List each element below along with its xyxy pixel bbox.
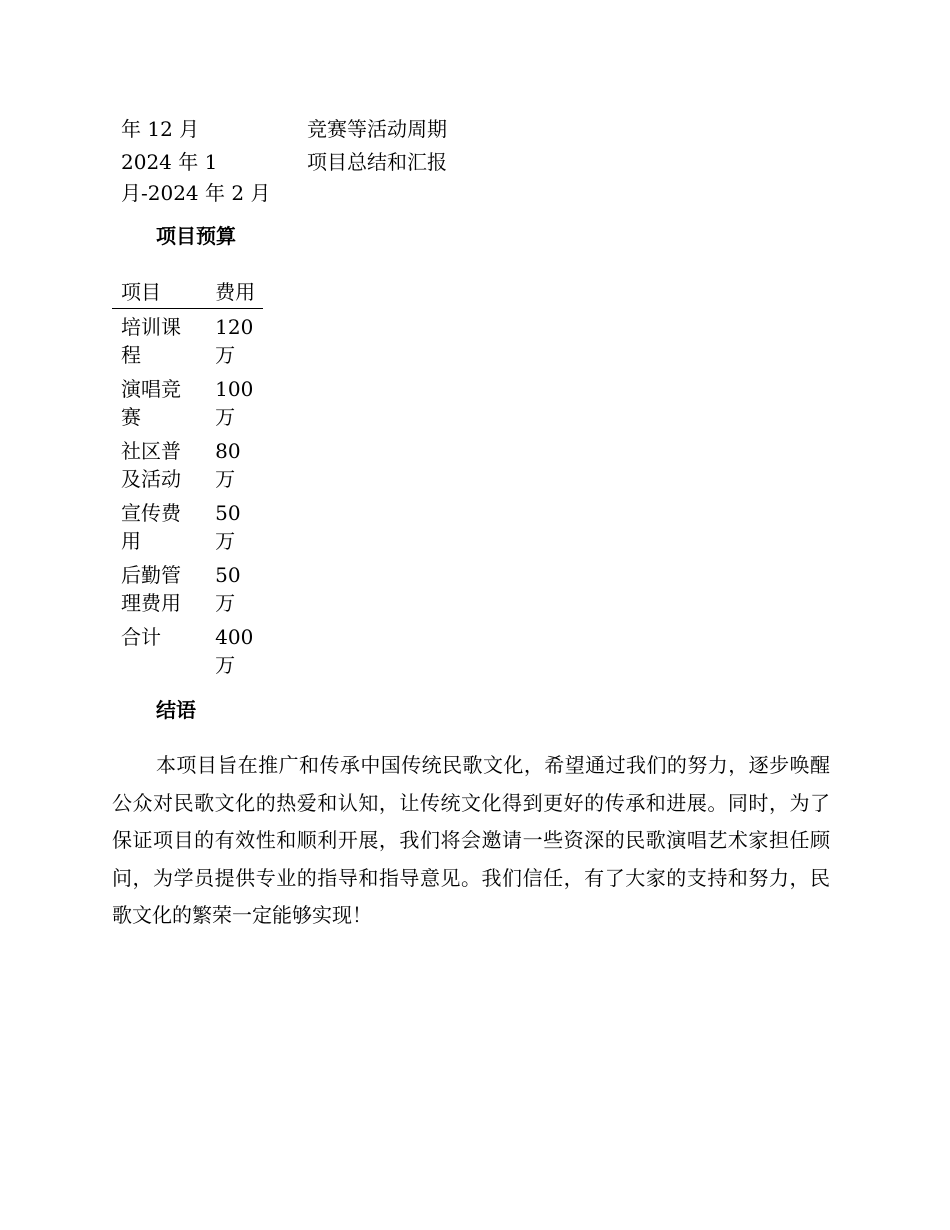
table-row — [112, 557, 263, 619]
table-row — [112, 619, 263, 681]
budget-cost: 50 万 — [215, 501, 241, 553]
timeline-description: 竞赛等活动周期 — [307, 117, 447, 141]
conclusion-heading: 结语 — [156, 698, 196, 722]
budget-item: 社区普及活动 — [121, 439, 181, 491]
budget-item: 演唱竞赛 — [121, 377, 181, 429]
budget-header-cost: 费用 — [215, 278, 263, 309]
timeline-date: 2024 年 1 月-2024 年 2 月 — [121, 150, 271, 205]
budget-header-row — [112, 278, 263, 309]
table-row — [112, 309, 263, 372]
budget-cost: 50 万 — [215, 563, 241, 615]
budget-item: 后勤管理费用 — [121, 563, 181, 615]
table-row — [112, 433, 263, 495]
timeline-description: 项目总结和汇报 — [307, 150, 447, 174]
table-row — [112, 371, 263, 433]
budget-item: 合计 — [121, 625, 161, 649]
budget-cost: 100 万 — [215, 377, 254, 429]
budget-cost: 120 万 — [215, 315, 254, 367]
budget-table — [112, 278, 263, 681]
budget-cost: 80 万 — [215, 439, 241, 491]
budget-cost: 400 万 — [215, 625, 254, 677]
budget-heading: 项目预算 — [156, 224, 236, 248]
table-row — [112, 495, 263, 557]
budget-header-item: 项目 — [112, 278, 215, 309]
conclusion-paragraph: 本项目旨在推广和传承中国传统民歌文化，希望通过我们的努力，逐步唤醒公众对民歌文化的热爱和认知，让传统文化得到更好的传承和进展。同时，为了保证项目的有效性和顺利开展，我们将会邀请一些资深的民歌演唱艺术家担任顾问，为学员提供专业的指导和指导意见。我们信任，有了大家的支持和努力，民歌文化的繁荣一定能够实现！ — [112, 753, 830, 927]
budget-item: 宣传费用 — [121, 501, 181, 553]
timeline-date: 年 12 月 — [121, 117, 200, 141]
budget-item: 培训课程 — [121, 315, 181, 367]
